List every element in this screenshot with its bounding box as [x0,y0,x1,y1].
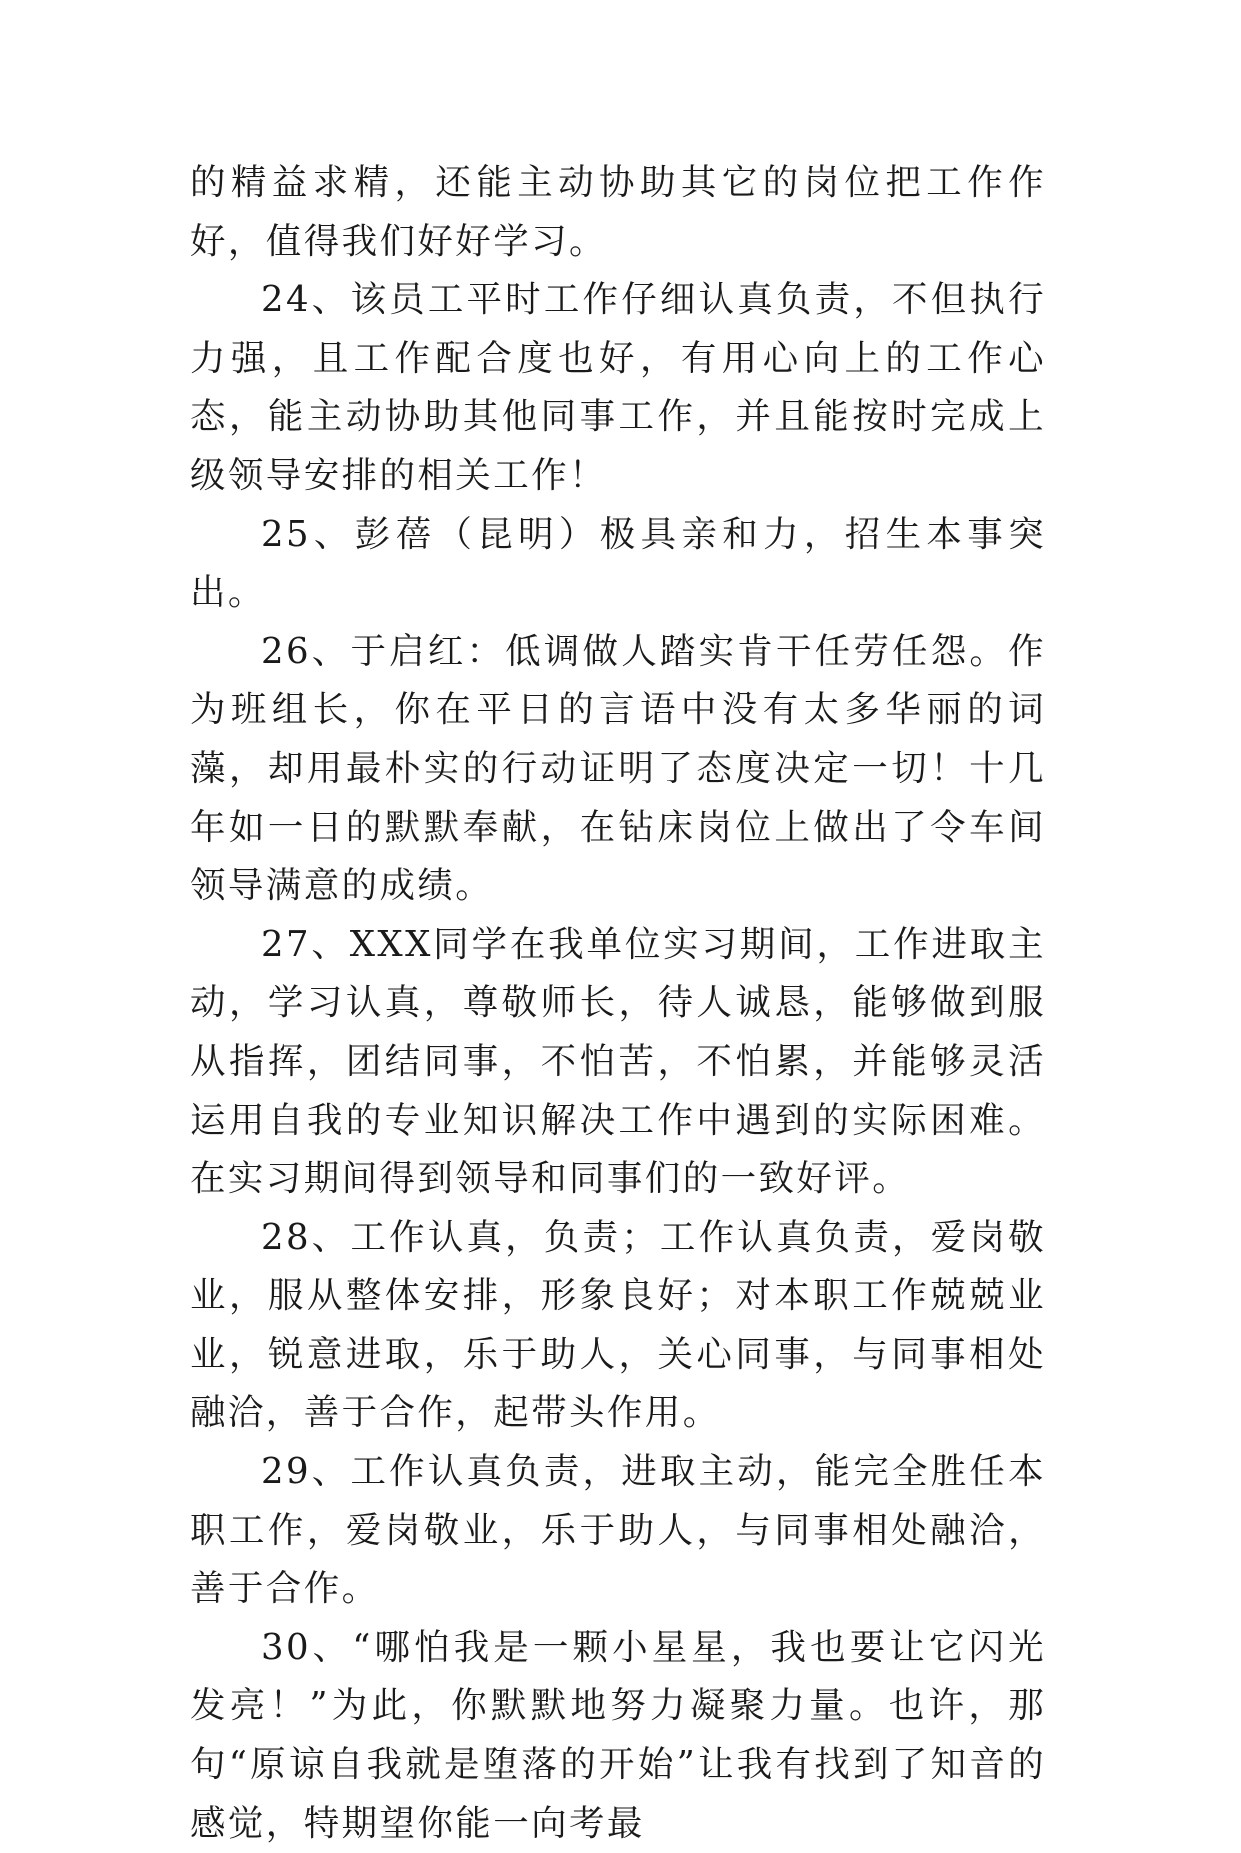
paragraph-item-30: 30、“哪怕我是一颗小星星，我也要让它闪光发亮！”为此，你默默地努力凝聚力量。也许，那句“原谅自我就是堕落的开始”让我有找到了知音的感觉，特期望你能一向考最 [190,1626,1046,1844]
paragraph-item-28: 28、工作认真，负责；工作认真负责，爱岗敬业，服从整体安排，形象良好；对本职工作兢兢业业，锐意进取，乐于助人，关心同事，与同事相处融洽，善于合作，起带头作用。 [190,1216,1046,1434]
paragraph-continuation: 的精益求精，还能主动协助其它的岗位把工作作好，值得我们好好学习。 [190,162,1046,262]
paragraph-item-29: 29、工作认真负责，进取主动，能完全胜任本职工作，爱岗敬业，乐于助人，与同事相处融洽，善于合作。 [190,1451,1046,1610]
paragraph-item-26: 26、于启红：低调做人踏实肯干任劳任怨。作为班组长，你在平日的言语中没有太多华丽的词藻，却用最朴实的行动证明了态度决定一切！十几年如一日的默默奉献，在钻床岗位上做出了令车间领导满意的成绩。 [190,630,1046,907]
body-text [190,154,1046,1853]
paragraph-item-25: 25、彭蓓（昆明）极具亲和力，招生本事突出。 [190,513,1046,614]
paragraph-item-24: 24、该员工平时工作仔细认真负责，不但执行力强，且工作配合度也好，有用心向上的工作心态，能主动协助其他同事工作，并且能按时完成上级领导安排的相关工作！ [190,279,1046,496]
paragraph-item-27: 27、XXX同学在我单位实习期间，工作进取主动，学习认真，尊敬师长，待人诚恳，能够做到服从指挥，团结同事，不怕苦，不怕累，并能够灵活运用自我的专业知识解决工作中遇到的实际困难。在实习期间得到领导和同事们的一致好评。 [190,923,1046,1200]
